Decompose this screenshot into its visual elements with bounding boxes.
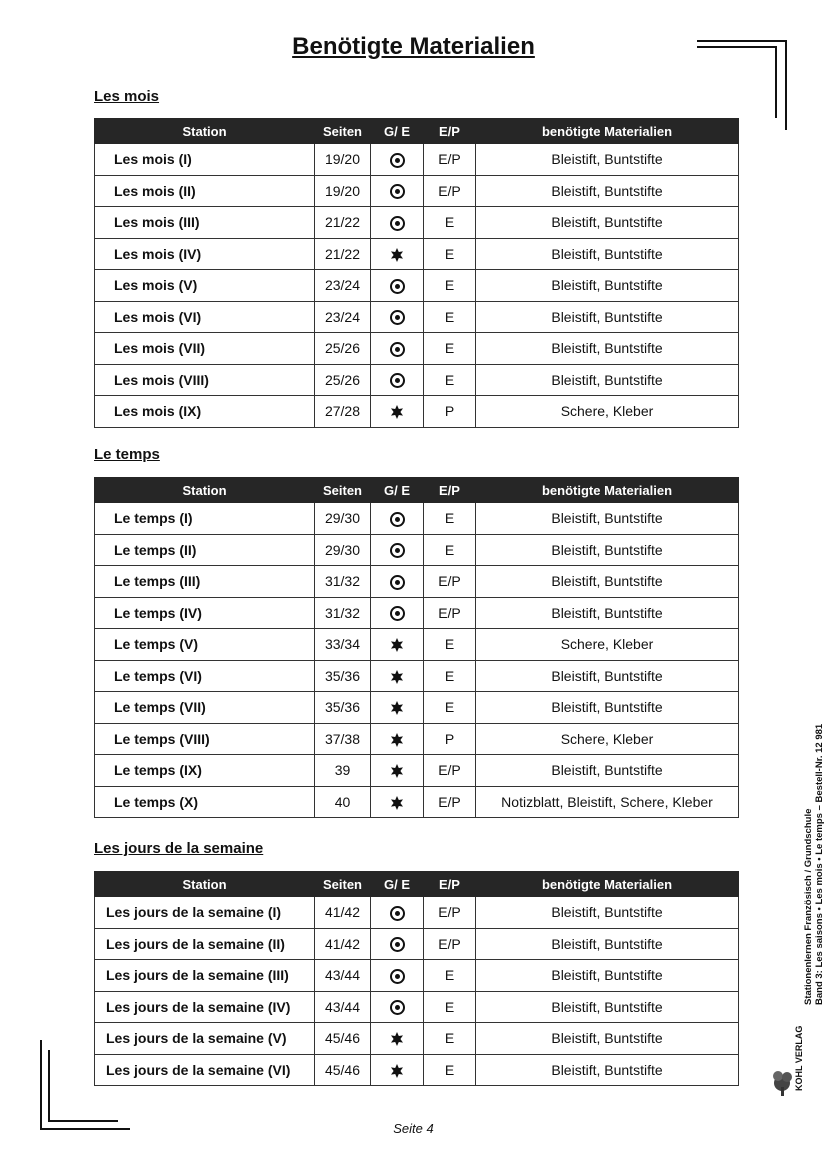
table-row bbox=[95, 238, 739, 270]
circle-dot-icon bbox=[390, 342, 405, 357]
pages-cell: 19/20 bbox=[315, 144, 371, 176]
materials-cell: Bleistift, Buntstifte bbox=[476, 238, 739, 270]
star-icon bbox=[390, 733, 404, 747]
station-cell: Les mois (IV) bbox=[95, 238, 315, 270]
ep-cell: E bbox=[424, 364, 476, 396]
group-individual-cell bbox=[371, 503, 424, 535]
station-cell: Les mois (IX) bbox=[95, 396, 315, 428]
materials-cell: Schere, Kleber bbox=[476, 396, 739, 428]
pages-cell: 43/44 bbox=[315, 960, 371, 992]
table-row bbox=[95, 960, 739, 992]
corner-decoration-bottom-left bbox=[40, 1040, 42, 1130]
group-individual-cell bbox=[371, 396, 424, 428]
star-icon bbox=[390, 701, 404, 715]
group-individual-cell bbox=[371, 566, 424, 598]
station-cell: Les mois (V) bbox=[95, 270, 315, 302]
table-row bbox=[95, 364, 739, 396]
ep-cell: E bbox=[424, 692, 476, 724]
pages-cell: 19/20 bbox=[315, 175, 371, 207]
materials-cell: Schere, Kleber bbox=[476, 723, 739, 755]
table-header-row bbox=[95, 119, 739, 144]
materials-cell: Bleistift, Buntstifte bbox=[476, 597, 739, 629]
pages-cell: 31/32 bbox=[315, 597, 371, 629]
ep-cell: E bbox=[424, 238, 476, 270]
pages-cell: 25/26 bbox=[315, 333, 371, 365]
group-individual-cell bbox=[371, 755, 424, 787]
pages-cell: 23/24 bbox=[315, 270, 371, 302]
circle-dot-icon bbox=[390, 1000, 405, 1015]
table-row bbox=[95, 629, 739, 661]
table-row bbox=[95, 534, 739, 566]
star-icon bbox=[390, 670, 404, 684]
materials-cell: Bleistift, Buntstifte bbox=[476, 960, 739, 992]
materials-cell: Bleistift, Buntstifte bbox=[476, 755, 739, 787]
station-cell: Le temps (II) bbox=[95, 534, 315, 566]
section-title: Les mois bbox=[94, 88, 160, 105]
group-individual-cell bbox=[371, 660, 424, 692]
station-cell: Le temps (X) bbox=[95, 786, 315, 818]
column-header: Seiten bbox=[315, 119, 371, 144]
station-cell: Le temps (III) bbox=[95, 566, 315, 598]
materials-cell: Bleistift, Buntstifte bbox=[476, 534, 739, 566]
materials-table bbox=[94, 871, 739, 1086]
star-icon bbox=[390, 764, 404, 778]
circle-dot-icon bbox=[390, 310, 405, 325]
group-individual-cell bbox=[371, 144, 424, 176]
group-individual-cell bbox=[371, 786, 424, 818]
station-cell: Les jours de la semaine (II) bbox=[95, 928, 315, 960]
circle-dot-icon bbox=[390, 906, 405, 921]
pages-cell: 43/44 bbox=[315, 991, 371, 1023]
circle-dot-icon bbox=[390, 373, 405, 388]
pages-cell: 35/36 bbox=[315, 660, 371, 692]
column-header: benötigte Materialien bbox=[476, 478, 739, 503]
column-header: Station bbox=[95, 478, 315, 503]
star-icon bbox=[390, 1064, 404, 1078]
table-row bbox=[95, 897, 739, 929]
station-cell: Les mois (III) bbox=[95, 207, 315, 239]
pages-cell: 27/28 bbox=[315, 396, 371, 428]
table-row bbox=[95, 301, 739, 333]
publisher-logo bbox=[772, 1015, 806, 1097]
pages-cell: 31/32 bbox=[315, 566, 371, 598]
ep-cell: E/P bbox=[424, 144, 476, 176]
ep-cell: E/P bbox=[424, 755, 476, 787]
ep-cell: E bbox=[424, 660, 476, 692]
materials-cell: Notizblatt, Bleistift, Schere, Kleber bbox=[476, 786, 739, 818]
group-individual-cell bbox=[371, 207, 424, 239]
table-row bbox=[95, 144, 739, 176]
table-row bbox=[95, 270, 739, 302]
ep-cell: E bbox=[424, 991, 476, 1023]
circle-dot-icon bbox=[390, 543, 405, 558]
circle-dot-icon bbox=[390, 153, 405, 168]
group-individual-cell bbox=[371, 1023, 424, 1055]
materials-cell: Bleistift, Buntstifte bbox=[476, 364, 739, 396]
materials-cell: Bleistift, Buntstifte bbox=[476, 566, 739, 598]
pages-cell: 21/22 bbox=[315, 207, 371, 239]
ep-cell: E/P bbox=[424, 897, 476, 929]
table-row bbox=[95, 333, 739, 365]
materials-cell: Bleistift, Buntstifte bbox=[476, 207, 739, 239]
section-title: Le temps bbox=[94, 446, 160, 463]
station-cell: Les jours de la semaine (I) bbox=[95, 897, 315, 929]
table-row bbox=[95, 566, 739, 598]
pages-cell: 40 bbox=[315, 786, 371, 818]
station-cell: Les jours de la semaine (III) bbox=[95, 960, 315, 992]
pages-cell: 23/24 bbox=[315, 301, 371, 333]
station-cell: Les mois (VI) bbox=[95, 301, 315, 333]
column-header: Seiten bbox=[315, 872, 371, 897]
group-individual-cell bbox=[371, 238, 424, 270]
station-cell: Les mois (I) bbox=[95, 144, 315, 176]
circle-dot-icon bbox=[390, 184, 405, 199]
corner-decoration-top-right bbox=[697, 46, 777, 48]
column-header: G/ E bbox=[371, 119, 424, 144]
group-individual-cell bbox=[371, 897, 424, 929]
pages-cell: 33/34 bbox=[315, 629, 371, 661]
table-row bbox=[95, 503, 739, 535]
group-individual-cell bbox=[371, 1054, 424, 1086]
table-row bbox=[95, 928, 739, 960]
pages-cell: 21/22 bbox=[315, 238, 371, 270]
materials-cell: Schere, Kleber bbox=[476, 629, 739, 661]
ep-cell: E bbox=[424, 1023, 476, 1055]
group-individual-cell bbox=[371, 928, 424, 960]
circle-dot-icon bbox=[390, 279, 405, 294]
circle-dot-icon bbox=[390, 512, 405, 527]
table-row bbox=[95, 1054, 739, 1086]
pages-cell: 35/36 bbox=[315, 692, 371, 724]
group-individual-cell bbox=[371, 629, 424, 661]
table-row bbox=[95, 1023, 739, 1055]
table-row bbox=[95, 991, 739, 1023]
table-row bbox=[95, 755, 739, 787]
station-cell: Les mois (VII) bbox=[95, 333, 315, 365]
corner-decoration-top-right bbox=[697, 40, 787, 42]
ep-cell: E bbox=[424, 503, 476, 535]
column-header: E/P bbox=[424, 478, 476, 503]
group-individual-cell bbox=[371, 301, 424, 333]
group-individual-cell bbox=[371, 960, 424, 992]
corner-decoration-bottom-left bbox=[48, 1050, 50, 1122]
ep-cell: E/P bbox=[424, 175, 476, 207]
circle-dot-icon bbox=[390, 937, 405, 952]
table-row bbox=[95, 692, 739, 724]
pages-cell: 45/46 bbox=[315, 1054, 371, 1086]
ep-cell: E bbox=[424, 207, 476, 239]
side-imprint bbox=[803, 724, 825, 1005]
materials-cell: Bleistift, Buntstifte bbox=[476, 897, 739, 929]
corner-decoration-top-right bbox=[785, 40, 787, 130]
station-cell: Les jours de la semaine (IV) bbox=[95, 991, 315, 1023]
ep-cell: E bbox=[424, 1054, 476, 1086]
table-row bbox=[95, 207, 739, 239]
group-individual-cell bbox=[371, 991, 424, 1023]
station-cell: Les mois (VIII) bbox=[95, 364, 315, 396]
group-individual-cell bbox=[371, 333, 424, 365]
materials-cell: Bleistift, Buntstifte bbox=[476, 175, 739, 207]
column-header: benötigte Materialien bbox=[476, 119, 739, 144]
publisher-logo-text: KOHL VERLAG bbox=[794, 1025, 804, 1091]
station-cell: Les jours de la semaine (VI) bbox=[95, 1054, 315, 1086]
star-icon bbox=[390, 248, 404, 262]
ep-cell: P bbox=[424, 396, 476, 428]
table-row bbox=[95, 660, 739, 692]
materials-table bbox=[94, 118, 739, 428]
ep-cell: E bbox=[424, 629, 476, 661]
pages-cell: 25/26 bbox=[315, 364, 371, 396]
ep-cell: E bbox=[424, 301, 476, 333]
table-row bbox=[95, 175, 739, 207]
station-cell: Les mois (II) bbox=[95, 175, 315, 207]
table-row bbox=[95, 723, 739, 755]
materials-table bbox=[94, 477, 739, 818]
materials-cell: Bleistift, Buntstifte bbox=[476, 660, 739, 692]
group-individual-cell bbox=[371, 534, 424, 566]
pages-cell: 41/42 bbox=[315, 928, 371, 960]
star-icon bbox=[390, 796, 404, 810]
column-header: G/ E bbox=[371, 478, 424, 503]
ep-cell: E bbox=[424, 960, 476, 992]
ep-cell: E/P bbox=[424, 566, 476, 598]
station-cell: Le temps (IV) bbox=[95, 597, 315, 629]
ep-cell: E bbox=[424, 270, 476, 302]
column-header: Seiten bbox=[315, 478, 371, 503]
materials-cell: Bleistift, Buntstifte bbox=[476, 692, 739, 724]
ep-cell: E/P bbox=[424, 597, 476, 629]
pages-cell: 39 bbox=[315, 755, 371, 787]
column-header: Station bbox=[95, 119, 315, 144]
ep-cell: E bbox=[424, 333, 476, 365]
station-cell: Le temps (VIII) bbox=[95, 723, 315, 755]
section-title: Les jours de la semaine bbox=[94, 840, 264, 857]
materials-cell: Bleistift, Buntstifte bbox=[476, 301, 739, 333]
table-row bbox=[95, 597, 739, 629]
group-individual-cell bbox=[371, 270, 424, 302]
station-cell: Le temps (VII) bbox=[95, 692, 315, 724]
station-cell: Le temps (IX) bbox=[95, 755, 315, 787]
station-cell: Le temps (I) bbox=[95, 503, 315, 535]
materials-cell: Bleistift, Buntstifte bbox=[476, 1023, 739, 1055]
column-header: G/ E bbox=[371, 872, 424, 897]
materials-cell: Bleistift, Buntstifte bbox=[476, 991, 739, 1023]
ep-cell: E/P bbox=[424, 928, 476, 960]
ep-cell: E bbox=[424, 534, 476, 566]
station-cell: Le temps (V) bbox=[95, 629, 315, 661]
pages-cell: 29/30 bbox=[315, 534, 371, 566]
circle-dot-icon bbox=[390, 575, 405, 590]
materials-cell: Bleistift, Buntstifte bbox=[476, 928, 739, 960]
group-individual-cell bbox=[371, 723, 424, 755]
column-header: E/P bbox=[424, 119, 476, 144]
circle-dot-icon bbox=[390, 969, 405, 984]
materials-cell: Bleistift, Buntstifte bbox=[476, 333, 739, 365]
table-header-row bbox=[95, 478, 739, 503]
group-individual-cell bbox=[371, 364, 424, 396]
pages-cell: 29/30 bbox=[315, 503, 371, 535]
circle-dot-icon bbox=[390, 216, 405, 231]
column-header: E/P bbox=[424, 872, 476, 897]
ep-cell: E/P bbox=[424, 786, 476, 818]
table-row bbox=[95, 786, 739, 818]
pages-cell: 45/46 bbox=[315, 1023, 371, 1055]
pages-cell: 41/42 bbox=[315, 897, 371, 929]
group-individual-cell bbox=[371, 692, 424, 724]
corner-decoration-top-right bbox=[775, 46, 777, 118]
side-imprint-line: Stationenlernen Französisch / Grundschule bbox=[803, 808, 814, 1005]
side-imprint-line: Band 3: Les saisons • Les mois • Le temps – Bestell-Nr. 12 981 bbox=[814, 723, 825, 1005]
station-cell: Le temps (VI) bbox=[95, 660, 315, 692]
star-icon bbox=[390, 405, 404, 419]
pages-cell: 37/38 bbox=[315, 723, 371, 755]
materials-cell: Bleistift, Buntstifte bbox=[476, 503, 739, 535]
table-header-row bbox=[95, 872, 739, 897]
table-row bbox=[95, 396, 739, 428]
column-header: benötigte Materialien bbox=[476, 872, 739, 897]
station-cell: Les jours de la semaine (V) bbox=[95, 1023, 315, 1055]
page-title: Benötigte Materialien bbox=[292, 33, 535, 60]
star-icon bbox=[390, 1032, 404, 1046]
circle-dot-icon bbox=[390, 606, 405, 621]
column-header: Station bbox=[95, 872, 315, 897]
materials-cell: Bleistift, Buntstifte bbox=[476, 270, 739, 302]
page-number: Seite 4 bbox=[393, 1121, 434, 1136]
star-icon bbox=[390, 638, 404, 652]
ep-cell: P bbox=[424, 723, 476, 755]
materials-cell: Bleistift, Buntstifte bbox=[476, 1054, 739, 1086]
group-individual-cell bbox=[371, 597, 424, 629]
materials-cell: Bleistift, Buntstifte bbox=[476, 144, 739, 176]
group-individual-cell bbox=[371, 175, 424, 207]
